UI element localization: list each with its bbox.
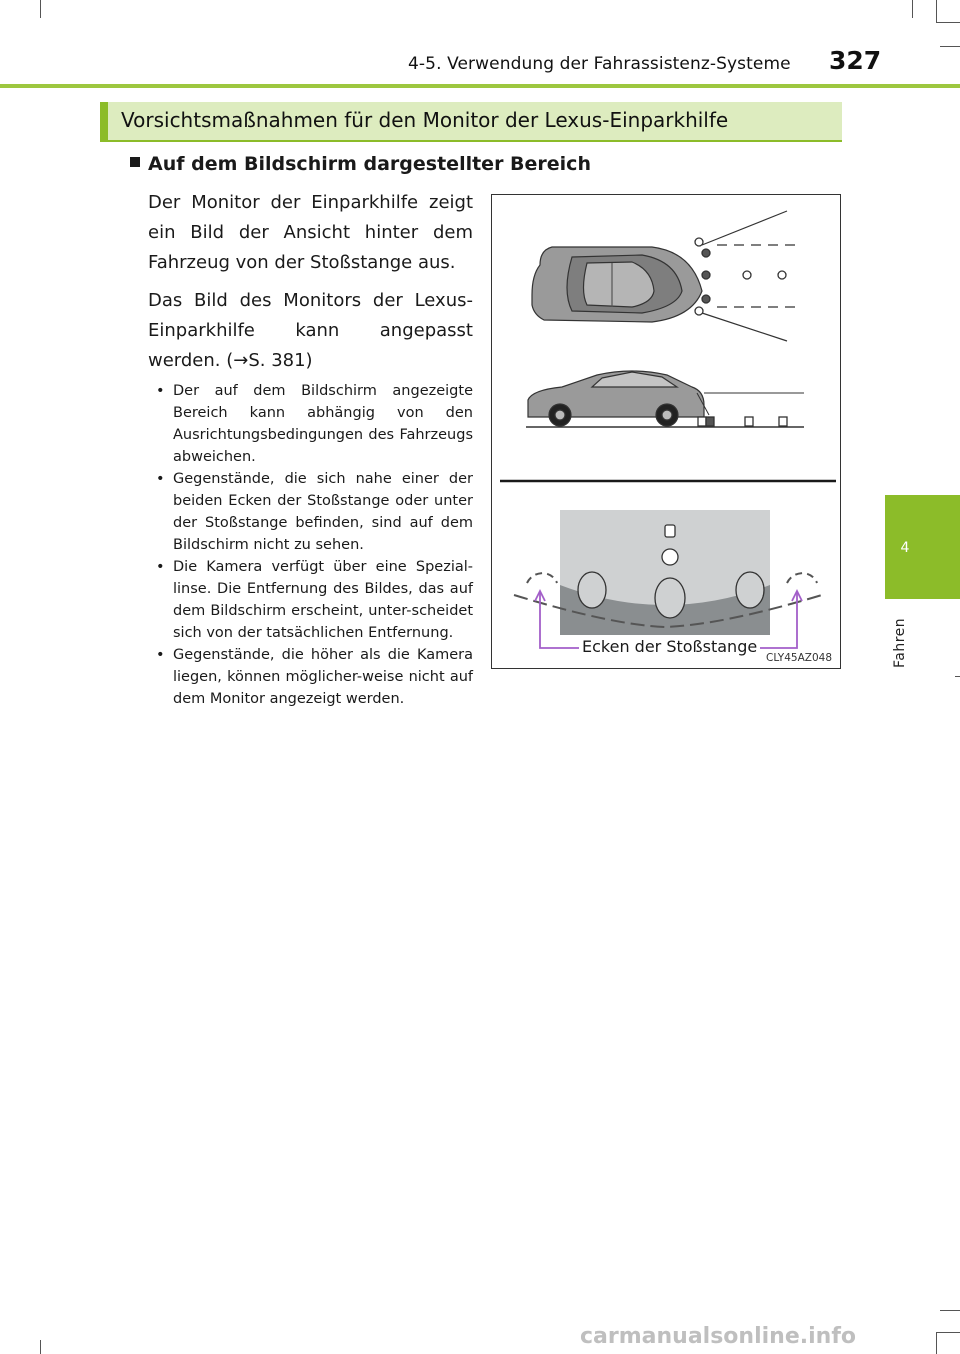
list-item-text: Der auf dem Bildschirm angezeigte Bereich kann abhängig von den Ausrichtungsbedingungen des Fahrzeugs abweichen.	[173, 383, 473, 465]
chapter-tab-word: Fahren	[892, 617, 908, 668]
subsection-title: Auf dem Bildschirm dargestellter Bereich	[148, 153, 591, 175]
watermark: carmanualsonline.info	[580, 1324, 856, 1349]
list-item	[156, 556, 473, 644]
bumper-corners-label: Ecken der Stoßstange	[579, 637, 760, 656]
subsection-heading	[130, 153, 591, 175]
guide-lines	[702, 211, 802, 341]
crop-mark	[40, 1340, 41, 1354]
paragraph: Der Monitor der Einparkhilfe zeigt ein Bild der Ansicht hinter dem Fahrzeug von der Stoßstange aus.	[148, 192, 473, 273]
chapter-tab-number: 4	[900, 540, 910, 556]
header-divider	[0, 84, 960, 88]
bullet-dot: •	[156, 647, 165, 663]
list-item	[156, 468, 473, 556]
bullet-dot: •	[156, 471, 165, 487]
list-item	[156, 380, 473, 468]
crop-mark	[936, 0, 937, 22]
bullet-dot: •	[156, 559, 165, 575]
list-item-text: Gegenstände, die höher als die Kamera liegen, können möglicher-weise nicht auf dem Monitor angezeigt werden.	[173, 647, 473, 707]
crop-mark	[912, 0, 913, 18]
page-number: 327	[829, 46, 882, 75]
crop-mark	[936, 1332, 960, 1333]
car-side-view	[528, 371, 704, 426]
section-heading-bar	[100, 102, 842, 140]
list-item	[156, 644, 473, 710]
crop-mark	[940, 46, 960, 47]
chapter-tab	[885, 495, 960, 599]
illustration-graphic	[492, 195, 842, 670]
crop-mark	[40, 0, 41, 18]
camera-view-illustration	[491, 194, 841, 669]
crop-mark	[955, 676, 960, 677]
section-title: Vorsichtsmaßnahmen für den Monitor der Lexus-Einparkhilfe	[121, 108, 729, 132]
paragraph: Das Bild des Monitors der Lexus-Einparkhilfe kann angepasst werden. (→S. 381)	[148, 290, 473, 371]
figure-code: CLY45AZ048	[766, 652, 832, 664]
bullet-dot: •	[156, 383, 165, 399]
chapter-title: 4-5. Verwendung der Fahrassistenz-Systeme	[408, 54, 791, 74]
list-item-text: Die Kamera verfügt über eine Spezial-linse. Die Entfernung des Bildes, das auf dem Bildschirm erscheint, unter-scheidet sich von der tatsächlichen Entfernung.	[173, 559, 473, 641]
car-top-view	[532, 247, 702, 322]
crop-mark	[936, 22, 960, 23]
bullet-list	[156, 380, 473, 710]
sensor-markers	[695, 238, 786, 315]
crop-mark	[936, 1332, 937, 1354]
ground-markers	[698, 417, 787, 426]
chapter-tab-label	[892, 610, 912, 670]
crop-mark	[940, 1310, 960, 1311]
square-bullet-icon	[130, 157, 140, 167]
list-item-text: Gegenstände, die sich nahe einer der beiden Ecken der Stoßstange oder unter der Stoßstange befinden, sind auf dem Bildschirm nicht zu sehen.	[173, 471, 473, 553]
section-underline	[100, 140, 842, 142]
